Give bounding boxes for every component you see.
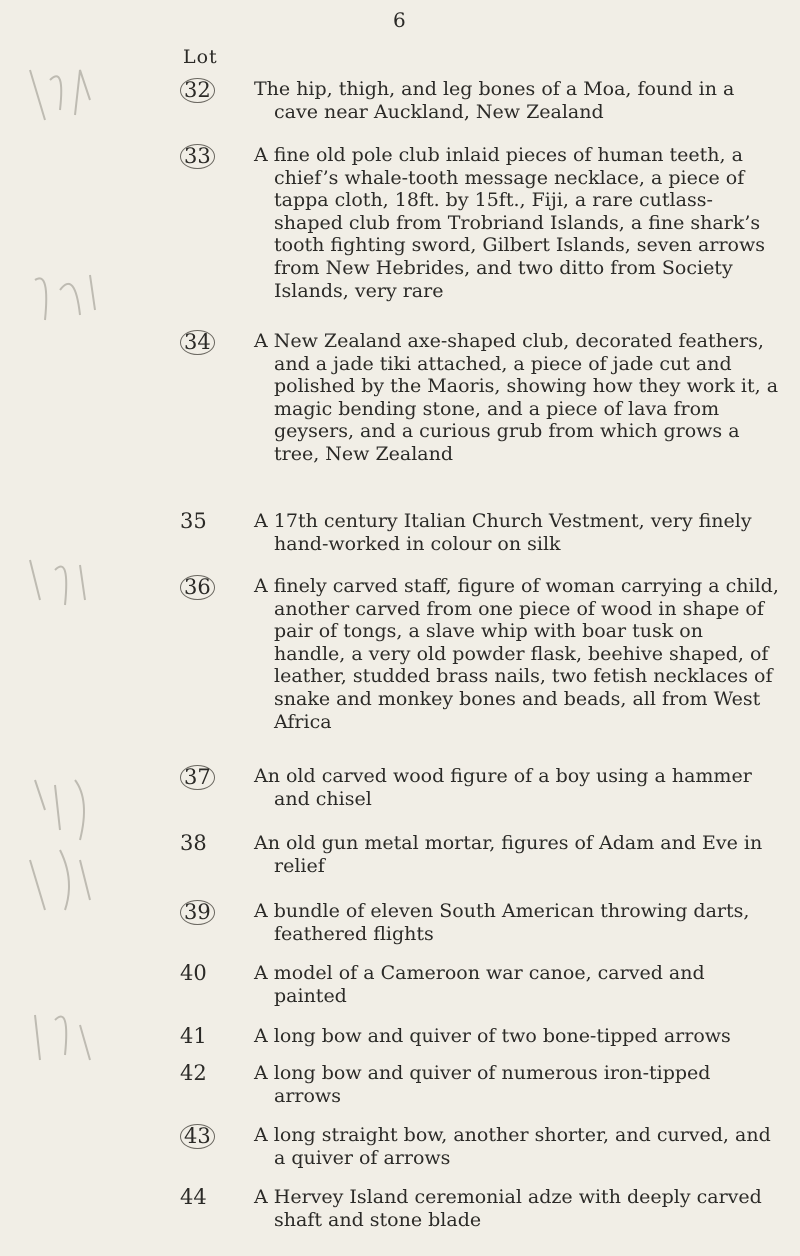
- lot-entry: [180, 575, 780, 733]
- pencil-annotation-mark: [20, 1000, 140, 1080]
- lot-entry: [180, 832, 780, 877]
- pencil-annotation-mark: [20, 260, 140, 340]
- lot-number: 43: [180, 1124, 230, 1149]
- lot-description: A long straight bow, another shorter, and curved, and a quiver of arrows: [254, 1124, 771, 1169]
- lot-entry: [180, 144, 780, 302]
- lot-entry: [180, 900, 780, 945]
- pencil-annotation-mark: [20, 545, 140, 625]
- lot-number: 32: [180, 78, 230, 103]
- lot-number: 41: [180, 1024, 207, 1048]
- lot-description: A New Zealand axe-shaped club, decorated feathers, and a jade tiki attached, a piece of jade cut and polished by the Maoris, showing how they work it, a magic bending stone, and a piece of lava from geysers, and a curious grub from which grows a tree, New Zealand: [254, 330, 779, 465]
- lot-description: A 17th century Italian Church Vestment, very finely hand-worked in colour on silk: [254, 510, 752, 555]
- lot-description: An old carved wood figure of a boy using a hammer and chisel: [254, 765, 752, 810]
- lot-column-heading: Lot: [183, 46, 218, 68]
- lot-number: 33: [180, 144, 230, 169]
- lot-description: A fine old pole club inlaid pieces of human teeth, a chief’s whale-tooth message necklace, a piece of tappa cloth, 18ft. by 15ft., Fiji, a rare cutlass-shaped club from Trobriand Islands, a fine shark’s tooth fighting sword, Gilbert Islands, seven arrows from New Hebrides, and two ditto from Society Islands, very rare: [254, 144, 766, 302]
- lot-description: A model of a Cameroon war canoe, carved and painted: [254, 962, 705, 1007]
- lot-description: A Hervey Island ceremonial adze with deeply carved shaft and stone blade: [254, 1186, 762, 1231]
- lot-entry: [180, 510, 780, 555]
- lot-description: An old gun metal mortar, figures of Adam and Eve in relief: [254, 832, 763, 877]
- lot-number: 35: [180, 509, 207, 533]
- pencil-annotation-mark: [20, 60, 140, 140]
- lot-description: A long bow and quiver of two bone-tipped arrows: [254, 1025, 731, 1047]
- lot-entry: [180, 962, 780, 1007]
- lot-description: A long bow and quiver of numerous iron-tipped arrows: [254, 1062, 711, 1107]
- lot-entry: [180, 1186, 780, 1231]
- pencil-annotation-mark: [20, 770, 140, 850]
- lot-number: 36: [180, 575, 230, 600]
- lot-number: 40: [180, 961, 207, 985]
- lot-entry: [180, 1062, 780, 1107]
- lot-description: A bundle of eleven South American throwing darts, feathered flights: [254, 900, 750, 945]
- lot-entry: [180, 765, 780, 810]
- lot-entry: [180, 1025, 780, 1048]
- pencil-annotation-mark: [20, 840, 140, 920]
- lot-entry: [180, 330, 780, 466]
- lot-entry: [180, 1124, 780, 1169]
- lot-number: 39: [180, 900, 230, 925]
- lot-description: A finely carved staff, figure of woman carrying a child, another carved from one piece of wood in shape of pair of tongs, a slave whip with boar tusk on handle, a very old powder flask, beehive shaped, of leather, studded brass nails, two fetish necklaces of snake and monkey bones and beads, all from West Africa: [254, 575, 779, 733]
- lot-number: 42: [180, 1061, 207, 1085]
- lot-number: 44: [180, 1185, 207, 1209]
- lot-number: 34: [180, 330, 230, 355]
- lot-number: 37: [180, 765, 230, 790]
- lot-description: The hip, thigh, and leg bones of a Moa, found in a cave near Auckland, New Zealand: [254, 78, 735, 123]
- lot-entry: [180, 78, 780, 123]
- page-number: 6: [393, 8, 406, 32]
- lot-number: 38: [180, 831, 207, 855]
